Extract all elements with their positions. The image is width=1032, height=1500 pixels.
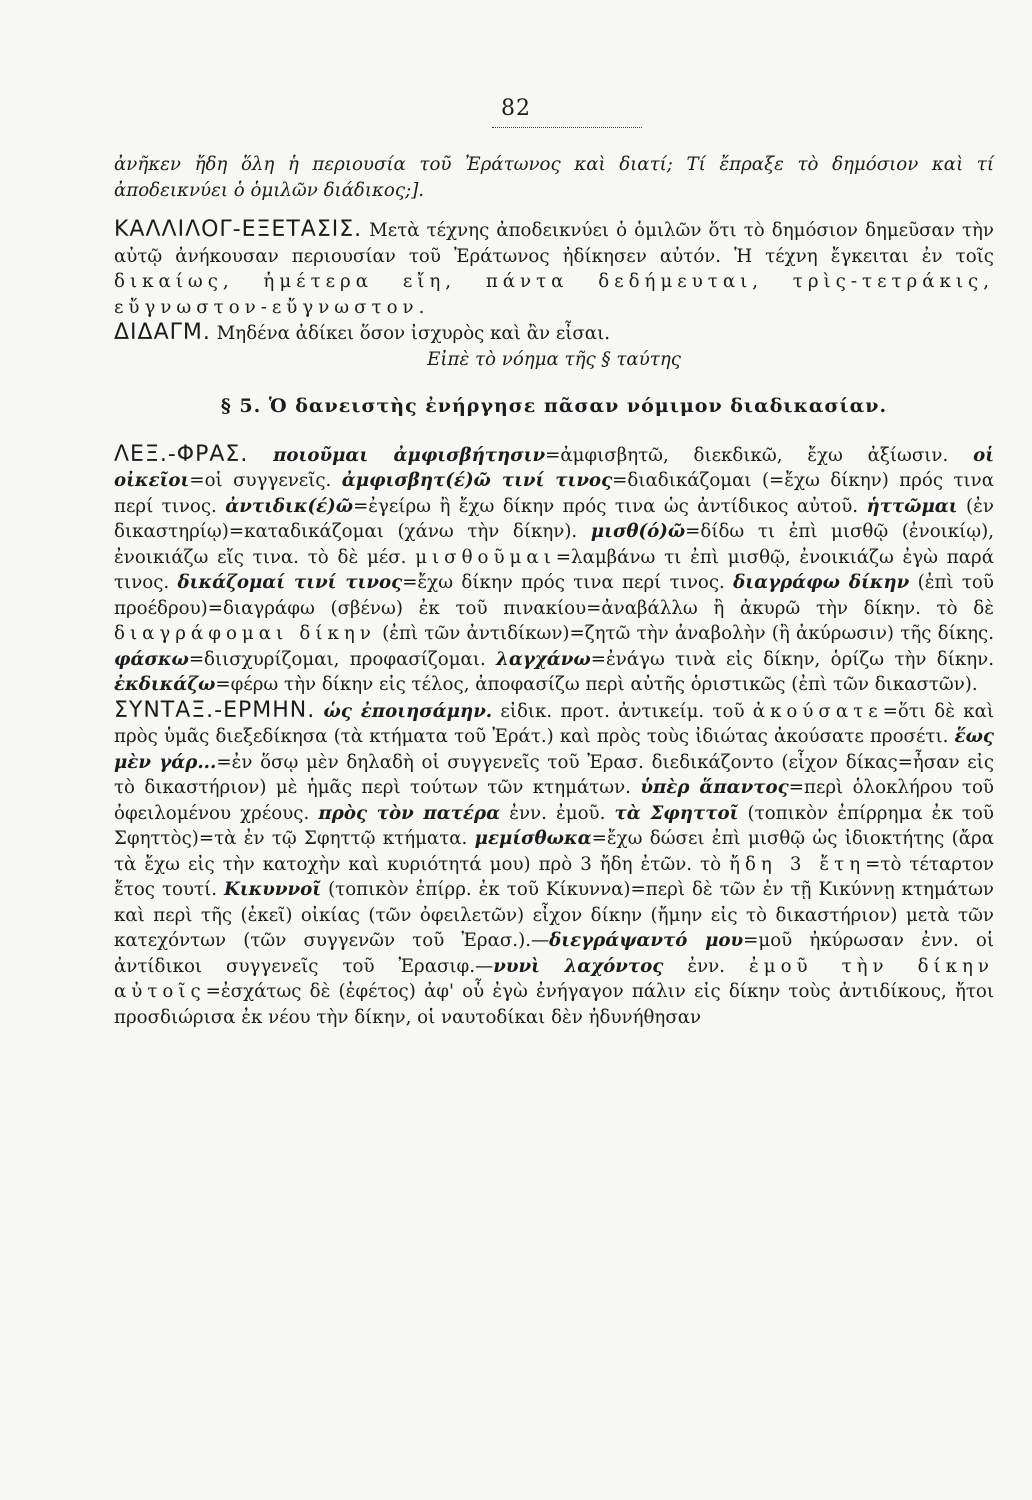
lexfras-term: μισθ(ό)ῶ xyxy=(590,521,686,542)
lexfras-term: ἡττῶμαι xyxy=(866,495,958,517)
lexfras-gloss: =ἐγείρω ἢ ἔχω δίκην πρός τινα ὡς ἀντίδικος αὐτοῦ. xyxy=(353,495,859,517)
lexfras-term: ποιοῦμαι ἀμφισβήτησιν xyxy=(273,444,546,466)
section-title: § 5. Ὁ δανειστὴς ἐνήργησε πᾶσαν νόμιμον διαδικασίαν. xyxy=(220,395,888,417)
lexfras-term: ἐκδικάζω xyxy=(114,674,216,695)
syntax-spaced-term: ἤδη 3 ἔτη xyxy=(729,853,866,875)
kallilog-text: Μετὰ τέχνης ἀποδεικνύει ὁ ὁμιλῶν ὅτι τὸ δημόσιον δημεῦσαν τὴν αὐτῷ ἀνήκουσαν περιουσίαν τοῦ Ἐράτωνος ἠδίκησεν αὐτόν. Ἡ τέχνη ἔγκειται ἐν τοῖς xyxy=(114,220,994,267)
lexfras-gloss: =διισχυρίζομαι, προφασίζομαι. xyxy=(188,648,486,670)
lexfras-paragraph xyxy=(114,442,994,698)
syntax-gloss: =περὶ ὁλοκλήρου τοῦ ὀφειλομένου χρέους. xyxy=(114,777,994,824)
lexfras-term: δικάζομαί τινί τινος xyxy=(177,572,403,593)
syntax-paragraph xyxy=(114,698,994,1031)
syntax-term: Κικυννοῖ xyxy=(224,879,322,900)
lexfras-gloss: =δίδω τι ἐπὶ μισθῷ (ἐνοικίῳ), ἐνοικιάζω εἴς τινα. τὸ δὲ μέσ. xyxy=(114,521,994,568)
lexfras-gloss: =λαμβάνω τι ἐπὶ μισθῷ, ἐνοικιάζω ἐγὼ παρά τινος. xyxy=(114,546,994,593)
spacer xyxy=(114,420,994,442)
lexfras-gloss: =ἐνάγω τινὰ εἰς δίκην, ὁρίζω τὴν δίκην. xyxy=(590,648,994,670)
lexfras-gloss: =ἀμφισβητῶ, διεκδικῶ, ἔχω ἀξίωσιν. xyxy=(545,444,949,466)
lexfras-gloss: =ἔχω δίκην πρός τινα περί τινος. xyxy=(402,572,725,593)
lexfras-gloss: (ἐπὶ τοῦ προέδρου)=διαγράφω (σβένω) ἐκ τοῦ πινακίου=ἀναβάλλω ἢ ἀκυρῶ τὴν δίκην. τὸ δὲ xyxy=(114,572,994,619)
spacer xyxy=(114,203,994,217)
syntax-gloss: ἐνν. ἐμοῦ. xyxy=(509,802,606,824)
lexfras-term: φάσκω xyxy=(114,648,189,670)
syntax-term: ὡς ἐποιησάμην. xyxy=(323,700,493,722)
lexfras-heading: ΛΕΞ.-ΦΡΑΣ. xyxy=(114,441,249,467)
syntax-term: πρὸς τὸν πατέρα xyxy=(318,802,501,824)
lexfras-spaced-term: μισθοῦμαι xyxy=(415,546,556,568)
lexfras-term: ἀντιδικ(έ)ῶ xyxy=(225,495,354,517)
kallilog-heading: ΚΑΛΛΙΛΟΓ-ΕΞΕΤΑΣΙΣ. xyxy=(114,217,363,242)
syntax-gloss: =μοῦ ἠκύρωσαν ἐνν. οἱ ἀντίδικοι συγγενεῖς τοῦ Ἐρασιφ.— xyxy=(114,930,994,977)
syntax-heading: ΣΥΝΤΑΞ.-ΕΡΜΗΝ. xyxy=(114,697,316,723)
lexfras-term: διαγράφω δίκην xyxy=(733,572,910,593)
lexfras-term: ἀμφισβητ(έ)ῶ τινί τινος xyxy=(341,470,613,491)
syntax-gloss: εἰδικ. προτ. ἀντικείμ. τοῦ xyxy=(500,700,745,722)
syntax-term: νυνὶ λαχόντος xyxy=(493,955,664,977)
page-number: 82 xyxy=(501,96,531,121)
didagm-paragraph xyxy=(114,320,994,347)
syntax-gloss: (τοπικὸν ἐπίρρημα ἐκ τοῦ Σφηττὸς)=τὰ ἐν τῷ Σφηττῷ κτήματα. xyxy=(114,802,994,849)
syntax-gloss: (τοπικὸν ἐπίρρ. ἐκ τοῦ Κίκυννα)=περὶ δὲ τῶν ἐν τῇ Κικύννῃ κτημάτων καὶ περὶ τῆς (ἐκεῖ) οἰκίας (τῶν ὀφειλετῶν) εἶχον δίκην (ἤμην εἰς τὸ δικαστήριον) μετὰ τῶν κατεχόντων (τῶν συγγενῶν τοῦ Ἐρασ.).— xyxy=(114,879,994,951)
syntax-term: διεγράψαντό μου xyxy=(549,930,744,951)
syntax-gloss: =ἐσχάτως δὲ (ἐφέτος) ἀφ' οὗ ἐγὼ ἐνήγαγον πάλιν εἰς δίκην τοὺς ἀντιδίκους, ἤτοι προσδιώρισα ἐκ νέου τὴν δίκην, οἱ ναυτοδίκαι δὲν ἠδυνήθησαν xyxy=(114,981,994,1028)
syntax-term: ἕως μὲν γάρ... xyxy=(114,726,994,773)
didagm-text: Μηδένα ἀδίκει ὅσον ἰσχυρὸς καὶ ἂν εἶσαι. xyxy=(216,323,610,344)
syntax-gloss: =ὅτι δὲ καὶ πρὸς ὑμᾶς διεξεδίκησα (τὰ κτήματα τοῦ Ἐράτ.) καὶ πρὸς τοὺς ἰδιώτας ἀκούσατε προσέτι. xyxy=(114,700,995,747)
syntax-spaced-term: ἐμοῦ τὴν δίκην αὐτοῖς xyxy=(114,955,994,1002)
lexfras-gloss: (ἐν δικαστηρίῳ)=καταδικάζομαι (χάνω τὴν δίκην). xyxy=(114,495,994,542)
lexfras-term: λαγχάνω xyxy=(496,648,591,670)
page-body xyxy=(114,152,994,1030)
didagm-prompt: Εἰπὲ τὸ νόημα τῆς § ταύτης xyxy=(427,348,681,370)
kallilog-paragraph xyxy=(114,217,994,320)
syntax-spaced-term: ἀκούσατε xyxy=(752,700,883,722)
didagm-heading: ΔΙΔΑΓΜ. xyxy=(114,320,211,345)
syntax-term: ὑπὲρ ἅπαντος xyxy=(640,777,789,798)
intro-question: ἀνῆκεν ἤδη ὅλη ἡ περιουσία τοῦ Ἐράτωνος καὶ διατί; Τί ἔπραξε τὸ δημόσιον καὶ τί ἀποδεικνύει ὁ ὁμιλῶν διάδικος;]. xyxy=(114,154,994,201)
lexfras-gloss: =διαδικάζομαι (=ἔχω δίκην) πρός τινα περί τινος. xyxy=(114,470,994,517)
syntax-gloss: =τὸ τέταρτον ἔτος τουτί. xyxy=(114,853,994,900)
lexfras-gloss: =φέρω τὴν δίκην εἰς τέλος, ἀποφασίζω περὶ αὐτῆς ὁριστικῶς (ἐπὶ τῶν δικαστῶν). xyxy=(215,674,978,695)
kallilog-spaced-words: δικαίως, ἡμέτερα εἴη, πάντα δεδήμευται, τρὶς-τετράκις, εὔγνωστον-εὔγνωστον. xyxy=(114,271,994,318)
syntax-gloss: =ἐν ὅσῳ μὲν δηλαδὴ οἱ συγγενεῖς τοῦ Ἐρασ. διεδικάζοντο (εἶχον δίκας=ἦσαν εἰς τὸ δικαστήριον) μὲ ἡμᾶς περὶ τούτων τῶν κτημάτων. xyxy=(114,751,995,798)
syntax-gloss: ἐνν. xyxy=(687,955,726,977)
syntax-term: τὰ Σφηττοῖ xyxy=(614,802,739,824)
lexfras-gloss: =οἱ συγγενεῖς. xyxy=(189,470,332,491)
syntax-gloss: =ἔχω δώσει ἐπὶ μισθῷ ὡς ἰδιοκτήτης (ἄρα τὰ ἔχω εἰς τὴν κατοχὴν καὶ κυριότητά μου) πρὸ 3 ἤδη ἐτῶν. τὸ xyxy=(114,828,994,875)
lexfras-term: οἱ οἰκεῖοι xyxy=(114,444,994,491)
lexfras-gloss: (ἐπὶ τῶν ἀντιδίκων)=ζητῶ τὴν ἀναβολὴν (ἢ ἀκύρωσιν) τῆς δίκης. xyxy=(382,623,994,644)
spacer xyxy=(114,372,994,394)
lexfras-spaced-term: διαγράφομαι δίκην xyxy=(114,623,376,644)
header-rule xyxy=(492,127,642,128)
syntax-term: μεμίσθωκα xyxy=(474,828,592,849)
